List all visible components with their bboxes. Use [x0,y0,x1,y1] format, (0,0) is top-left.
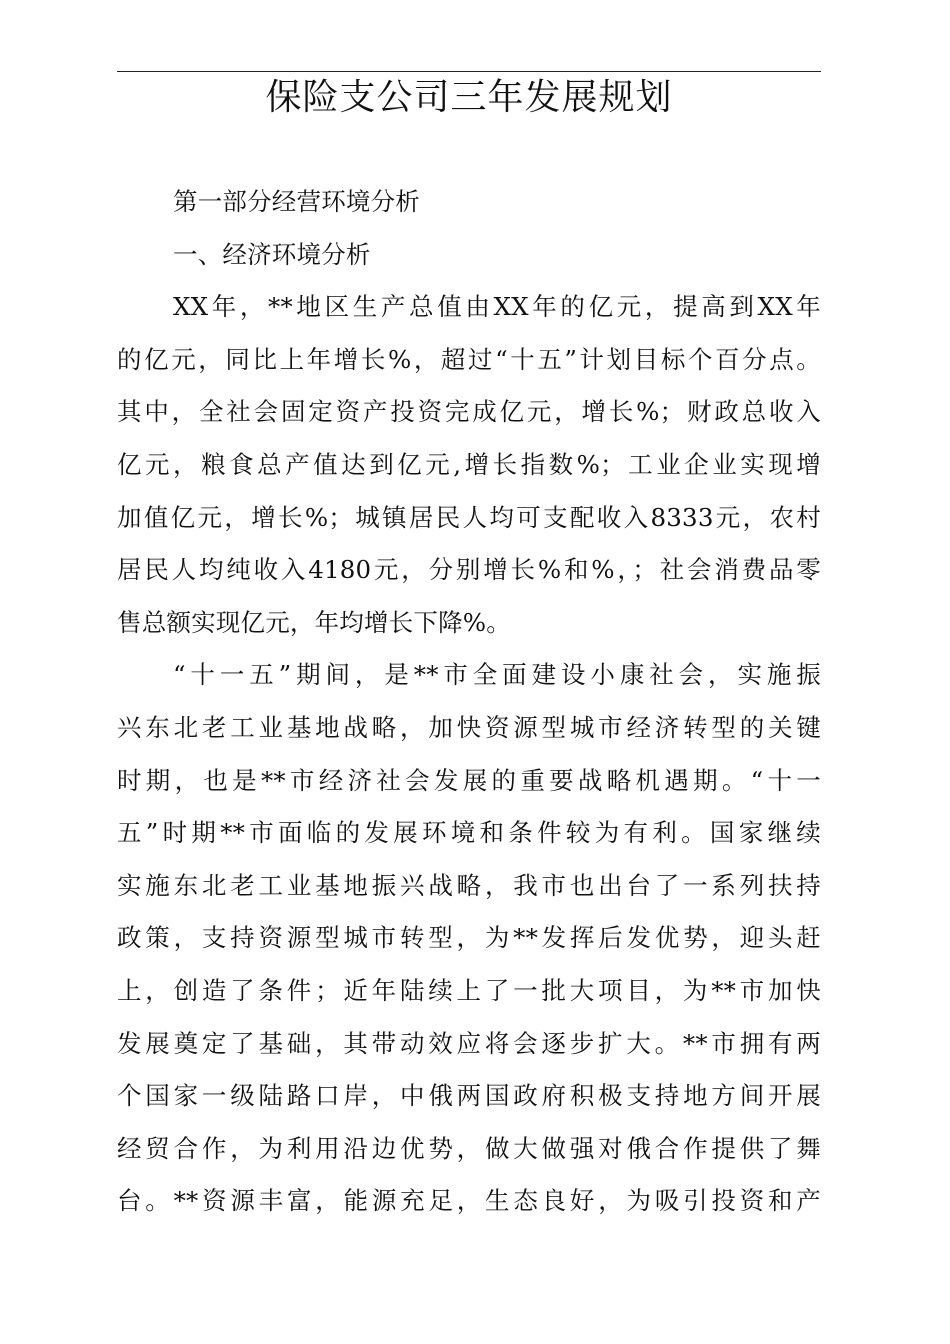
paragraph-line: 经贸合作，为利用沿边优势，做大做强对俄合作提供了舞 [117,1133,821,1163]
paragraph-line: 的亿元，同比上年增长%，超过“十五”计划目标个百分点。 [117,344,821,374]
paragraph-line: 个国家一级陆路口岸，中俄两国政府积极支持地方间开展 [117,1081,821,1111]
subsection-heading: 一、经济环境分析 [173,239,371,269]
paragraph-line: 五”时期**市面临的发展环境和条件较为有利。国家继续 [117,818,821,848]
paragraph-line: 其中，全社会固定资产投资完成亿元，增长%；财政总收入 [117,397,821,427]
document-body [117,176,821,1228]
paragraph-line: 发展奠定了基础，其带动效应将会逐步扩大。**市拥有两 [117,1028,821,1058]
paragraph-line: “十一五”期间，是**市全面建设小康社会，实施振 [173,660,821,690]
paragraph-line: 售总额实现亿元，年均增长下降%。 [117,607,511,637]
document-title: 保险支公司三年发展规划 [265,77,673,118]
paragraph-line: 实施东北老工业基地振兴战略，我市也出台了一系列扶持 [117,870,821,900]
paragraph-line: XX年，**地区生产总值由XX年的亿元，提高到XX年 [173,292,821,322]
paragraph-line: 政策，支持资源型城市转型，为**发挥后发优势，迎头赶 [117,923,821,953]
header-rule [117,71,821,72]
paragraph-line: 兴东北老工业基地战略，加快资源型城市经济转型的关键 [117,712,821,742]
paragraph-line: 居民人均纯收入4180元，分别增长%和%，；社会消费品零 [117,555,821,585]
paragraph-line: 时期，也是**市经济社会发展的重要战略机遇期。“十一 [117,765,821,795]
paragraph-line: 加值亿元，增长%；城镇居民人均可支配收入8333元，农村 [117,502,821,532]
paragraph-line: 亿元，粮食总产值达到亿元,增长指数%；工业企业实现增 [117,449,821,479]
section-heading: 第一部分经营环境分析 [173,187,420,216]
paragraph-line: 台。**资源丰富，能源充足，生态良好，为吸引投资和产 [117,1186,821,1216]
paragraph-line: 上，创造了条件；近年陆续上了一批大项目，为**市加快 [117,975,821,1005]
